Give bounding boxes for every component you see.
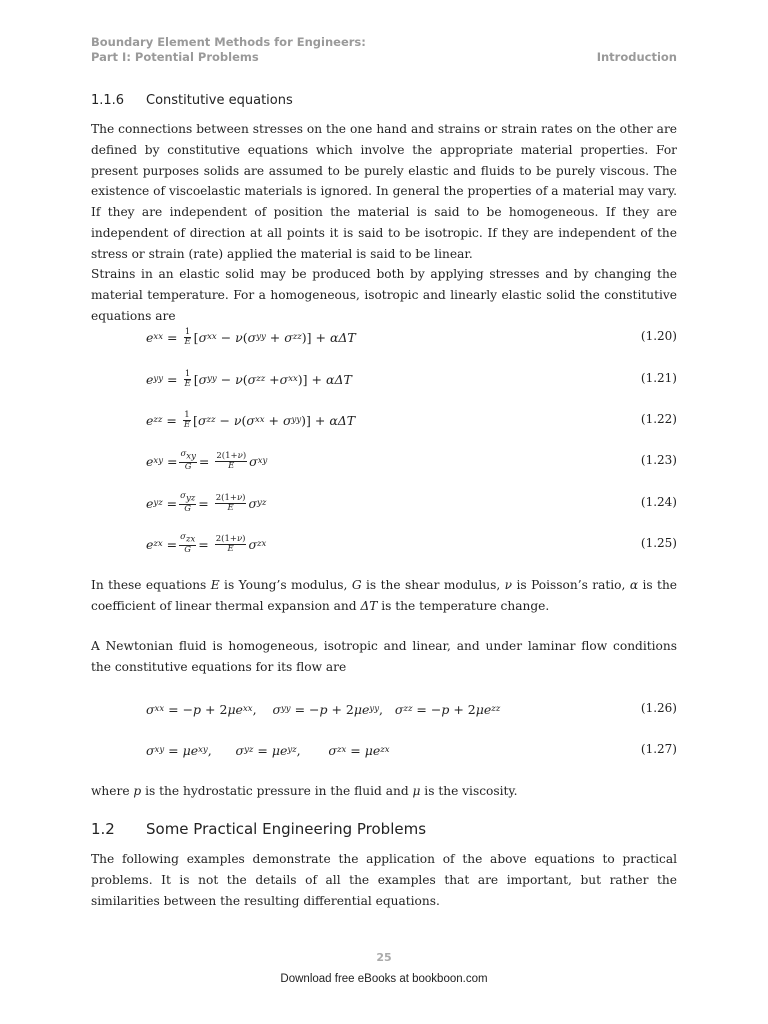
equation-body: e zz = $\frac{1}{E}$ [ σ zz − ν ( σ xx + σ yy )] + αΔT — [146, 409, 356, 430]
paragraph-practical-problems: The following examples demonstrate the application of the above equations to practical problems. It is not the details of all the examples that are important, but rather the similarities between the resulting differential equations. — [91, 852, 677, 908]
section-heading-1-2 — [91, 820, 426, 838]
equation-1-24 — [146, 491, 677, 515]
paragraph-constitutive-intro: The connections between stresses on the one hand and strains or strain rates on the other are defined by constitutive equations which involve the appropriate material properties. For present purposes solids are assumed to be purely elastic and fluids to be purely viscous. The existence of viscoelastic materials is ignored. In general the properties of a material may vary. If they are independent of position the material is said to be homogeneous. If they are independent of direction at all points it is said to be isotropic. If they are independent of the stress or strain (rate) applied the material is said to be linear. — [91, 122, 677, 261]
equation-1-25 — [146, 532, 677, 556]
section-heading-1-1-6 — [91, 93, 293, 108]
book-title: Boundary Element Methods for Engineers: — [91, 35, 366, 49]
equation-1-20 — [146, 325, 677, 349]
equation-number: (1.21) — [640, 371, 677, 385]
text-run: is the temperature change. — [377, 598, 550, 613]
equation-number: (1.23) — [640, 453, 677, 467]
equation-1-23 — [146, 449, 677, 473]
equation-body: e xy = $\frac{\sigma_{xy}}{G}$ = $\frac{2(1+\nu)}{E}$ σ xy — [146, 449, 268, 472]
equation-body: σ xx = − p + 2 μe xx , σ yy = − p + 2 μe yy , σ zz = − p + 2 μe zz — [146, 701, 501, 717]
section-title: Constitutive equations — [146, 93, 293, 108]
equation-number: (1.20) — [640, 329, 677, 343]
download-footer-link[interactable]: Download free eBooks at bookboon.com — [280, 973, 488, 985]
paragraph-pressure-viscosity — [91, 781, 677, 802]
symbol-delta-t: ΔT — [360, 598, 378, 613]
text-run: where — [91, 784, 134, 798]
paragraph-elastic-solid: Strains in an elastic solid may be produced both by applying stresses and by changing the material temperature. For a homogeneous, isotropic and linearly elastic solid the constitutive equations are — [91, 267, 677, 323]
equation-1-21 — [146, 367, 677, 391]
equation-number: (1.22) — [640, 412, 677, 426]
equation-1-27 — [146, 738, 677, 762]
header-book-title — [91, 35, 366, 65]
text-run: is the hydrostatic pressure in the fluid and — [141, 784, 413, 798]
equation-number: (1.25) — [640, 536, 677, 550]
paragraph-symbol-definitions — [91, 575, 677, 617]
book-part: Part I: Potential Problems — [91, 50, 259, 64]
text-run: is the shear modulus, — [361, 578, 505, 592]
text-run: is Young’s modulus, — [219, 578, 352, 592]
section-title: Some Practical Engineering Problems — [146, 820, 427, 838]
equation-body: e yy = $\frac{1}{E}$ [ σ yy − ν ( σ zz + σ xx )] + αΔT — [146, 368, 352, 389]
section-number: 1.2 — [91, 820, 115, 838]
symbol-mu: μ — [412, 784, 421, 798]
equation-number: (1.24) — [640, 495, 677, 509]
symbol-nu: ν — [504, 578, 513, 592]
text-run: is the viscosity. — [420, 784, 518, 798]
symbol-p: p — [133, 784, 142, 798]
equation-body: σ xy = μe xy , σ yz = μe yz , σ zx = μe zx — [146, 742, 390, 758]
document-page — [91, 0, 677, 1024]
text-run: In these equations — [91, 578, 211, 592]
equation-1-26 — [146, 697, 677, 721]
symbol-alpha: α — [629, 578, 639, 592]
header-chapter: Introduction — [596, 50, 677, 64]
equation-number: (1.27) — [640, 742, 677, 756]
equation-1-22 — [146, 408, 677, 432]
symbol-E: E — [210, 578, 220, 592]
text-run: is the coefficient of linear thermal expansion and — [91, 578, 678, 613]
equation-body: e xx = $\frac{1}{E}$ [ σ xx − ν ( σ yy + σ zz )] + αΔT — [146, 326, 356, 347]
equation-body: e yz = $\frac{\sigma_{yz}}{G}$ = $\frac{2(1+\nu)}{E}$ σ yz — [146, 491, 267, 514]
paragraph-newtonian-fluid: A Newtonian fluid is homogeneous, isotropic and linear, and under laminar flow conditions the constitutive equations for its flow are — [91, 639, 677, 674]
equation-number: (1.26) — [640, 701, 677, 715]
text-run: is Poisson’s ratio, — [512, 578, 630, 592]
section-number: 1.1.6 — [91, 93, 125, 108]
symbol-G: G — [351, 578, 362, 592]
equation-body: e zx = $\frac{\sigma_{zx}}{G}$ = $\frac{2(1+\nu)}{E}$ σ zx — [146, 532, 267, 555]
page-number: 25 — [376, 951, 392, 964]
